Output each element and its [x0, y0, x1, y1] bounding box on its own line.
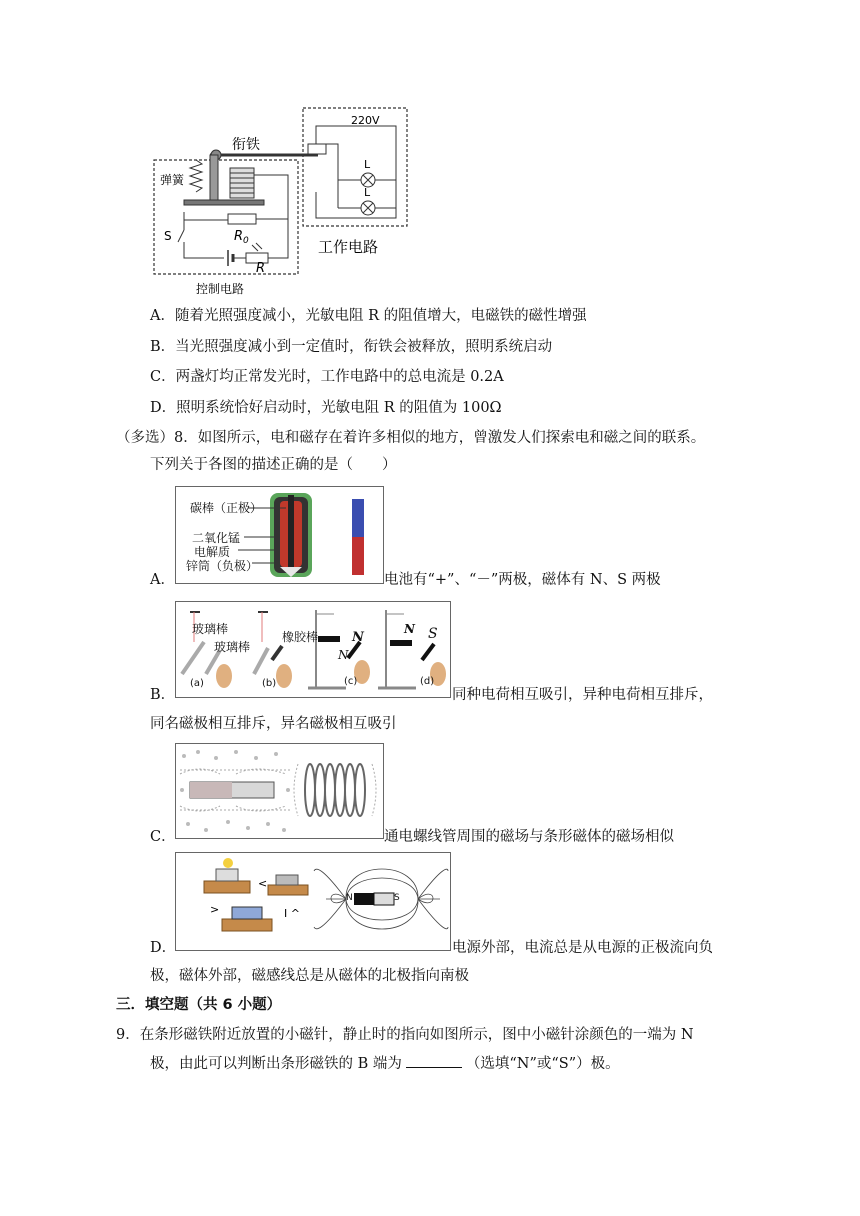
section-title: 三．填空题（共 6 小题）: [116, 997, 282, 1013]
solenoid-field-figure: [175, 743, 384, 839]
q8-b-text: 同种电荷相互吸引，异种电荷相互排斥，: [452, 687, 713, 703]
work-circuit-label: 工作电路: [318, 238, 379, 256]
control-circuit-label: 控制电路: [196, 282, 245, 296]
q9-answer-blank[interactable]: [406, 1053, 462, 1068]
r0-label: $R_0$: [234, 229, 249, 246]
q9-line2: [150, 1053, 620, 1074]
charges-magnets-figure: [175, 601, 451, 698]
mno2-label: 二氧化锰: [192, 531, 241, 545]
relay-circuit-figure: [148, 100, 418, 300]
pole-n-label-1: N: [352, 630, 364, 645]
q8-b-text2: 同名磁极相互排斥，异名磁极相互吸引: [150, 716, 397, 732]
q8-d-text: 电源外部，电流总是从电源的正极流向负: [452, 940, 713, 956]
glass-rod-label-2: 玻璃棒: [214, 640, 251, 654]
panel-b-label: (b): [262, 678, 277, 689]
q7-option-d: D．照明系统恰好启动时，光敏电阻 R 的阻值为 100Ω: [150, 400, 502, 416]
q8-d-label: D．: [150, 940, 177, 956]
q8-d-text2: 极，磁体外部，磁感线总是从磁体的北极指向南极: [150, 968, 469, 984]
lamp-2-label: L: [364, 186, 371, 199]
svg-text:>: >: [210, 903, 220, 916]
q9-line2-prefix: 极，由此可以判断出条形磁铁的 B 端为: [150, 1056, 402, 1072]
q7-option-b: B．当光照强度减小到一定值时，衔铁会被释放，照明系统启动: [150, 339, 553, 355]
q8-c-label: C．: [150, 829, 176, 845]
q8-stem-line1: （多选）8．如图所示，电和磁存在着许多相似的地方，曾激发人们探索电和磁之间的联系。: [116, 430, 706, 446]
field-n-label: N: [346, 893, 353, 903]
rubber-rod-label: 橡胶棒: [282, 630, 319, 644]
svg-text:<: <: [258, 877, 268, 890]
pole-s-label: S: [428, 626, 438, 642]
q8-stem-line2: 下列关于各图的描述正确的是（ ）: [150, 457, 397, 473]
q8-b-label: B．: [150, 687, 176, 703]
panel-c-label: (c): [344, 676, 358, 687]
battery-magnet-figure: [175, 486, 384, 584]
q8-a-text: 电池有“+”、“－”两极，磁体有 N、S 两极: [384, 572, 661, 588]
pole-n-label-2: N: [338, 648, 349, 662]
field-s-label: S: [394, 893, 400, 903]
electrolyte-label: 电解质: [194, 545, 231, 559]
spring-shape: [190, 160, 202, 192]
q8-a-label: A．: [150, 572, 175, 588]
carbon-rod-label: 碳棒（正极）: [190, 501, 263, 515]
armature-label: 衔铁: [232, 137, 260, 153]
q7-option-c: C．两盏灯均正常发光时，工作电路中的总电流是 0.2A: [150, 369, 504, 385]
svg-text:I ^: I ^: [284, 907, 300, 920]
r-label: R: [256, 261, 266, 276]
q7-option-a: A．随着光照强度减小，光敏电阻 R 的阻值增大，电磁铁的磁性增强: [150, 308, 587, 324]
voltage-label: 220V: [351, 114, 380, 127]
q9-line2-suffix: （选填“N”或“S”）极。: [465, 1056, 620, 1072]
panel-d-label: (d): [420, 676, 435, 687]
spring-label: 弹簧: [160, 173, 185, 187]
current-field-lines-figure: [175, 852, 451, 951]
q9-line1: 9．在条形磁铁附近放置的小磁针，静止时的指向如图所示，图中小磁针涂颜色的一端为 N: [116, 1027, 694, 1043]
q8-c-text: 通电螺线管周围的磁场与条形磁体的磁场相似: [384, 829, 674, 845]
panel-a-label: (a): [190, 678, 204, 689]
lamp-1-label: L: [364, 158, 371, 171]
pole-n-label-3: N: [404, 622, 415, 636]
glass-rod-label-1: 玻璃棒: [192, 622, 229, 636]
switch-label: S: [164, 229, 172, 243]
zinc-can-label: 锌筒（负极）: [186, 559, 259, 573]
